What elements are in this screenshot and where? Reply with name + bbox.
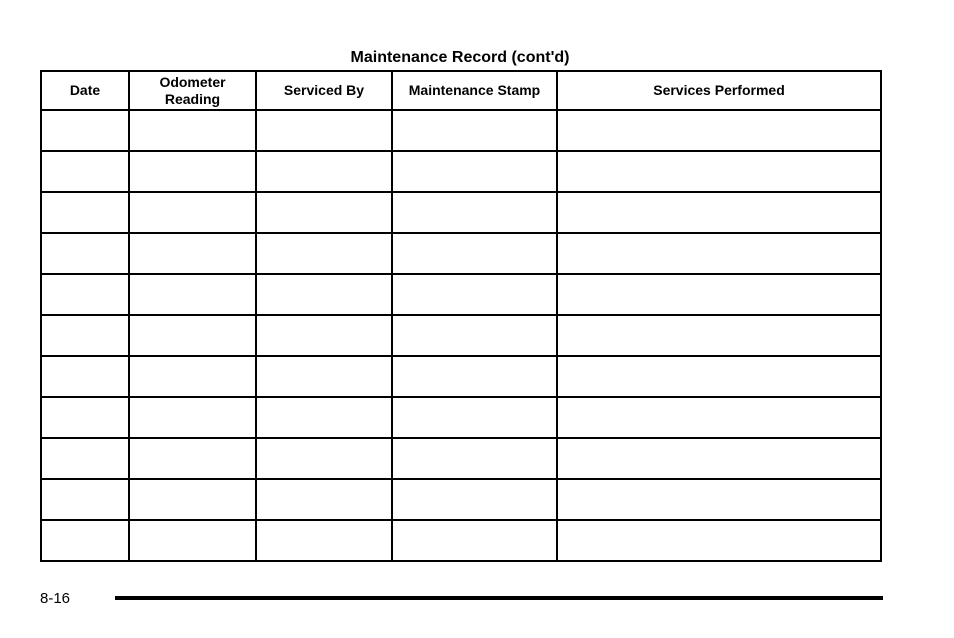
- odometer-reading-cell: [129, 151, 256, 192]
- services-performed-cell: [557, 151, 881, 192]
- odometer-reading-cell: [129, 192, 256, 233]
- date-cell: [41, 233, 129, 274]
- services-performed-cell: [557, 192, 881, 233]
- table-row: [41, 274, 881, 315]
- serviced-by-cell: [256, 192, 392, 233]
- maintenance-stamp-cell: [392, 397, 557, 438]
- odometer-reading-cell: [129, 397, 256, 438]
- date-cell: [41, 110, 129, 151]
- date-cell: [41, 397, 129, 438]
- column-header-maintenance-stamp: Maintenance Stamp: [392, 71, 557, 110]
- odometer-reading-cell: [129, 479, 256, 520]
- services-performed-cell: [557, 479, 881, 520]
- maintenance-stamp-cell: [392, 274, 557, 315]
- maintenance-stamp-cell: [392, 479, 557, 520]
- column-header-serviced-by: Serviced By: [256, 71, 392, 110]
- footer-rule: [115, 596, 883, 600]
- table-row: [41, 438, 881, 479]
- maintenance-stamp-cell: [392, 356, 557, 397]
- odometer-reading-cell: [129, 233, 256, 274]
- serviced-by-cell: [256, 397, 392, 438]
- page-title: Maintenance Record (cont'd): [350, 49, 570, 66]
- maintenance-stamp-cell: [392, 315, 557, 356]
- column-header-odometer-reading: Odometer Reading: [129, 71, 256, 110]
- services-performed-cell: [557, 315, 881, 356]
- odometer-reading-cell: [129, 438, 256, 479]
- odometer-reading-cell: [129, 315, 256, 356]
- date-cell: [41, 356, 129, 397]
- table-row: [41, 397, 881, 438]
- odometer-reading-cell: [129, 274, 256, 315]
- maintenance-stamp-cell: [392, 192, 557, 233]
- date-cell: [41, 520, 129, 561]
- serviced-by-cell: [256, 233, 392, 274]
- table-row: [41, 192, 881, 233]
- date-cell: [41, 438, 129, 479]
- services-performed-cell: [557, 356, 881, 397]
- table-row: [41, 520, 881, 561]
- table-row: [41, 356, 881, 397]
- table-header-row: [41, 71, 881, 110]
- serviced-by-cell: [256, 151, 392, 192]
- table-row: [41, 479, 881, 520]
- services-performed-cell: [557, 110, 881, 151]
- services-performed-cell: [557, 397, 881, 438]
- date-cell: [41, 479, 129, 520]
- serviced-by-cell: [256, 520, 392, 561]
- date-cell: [41, 274, 129, 315]
- serviced-by-cell: [256, 315, 392, 356]
- maintenance-stamp-cell: [392, 151, 557, 192]
- odometer-reading-cell: [129, 110, 256, 151]
- table-row: [41, 315, 881, 356]
- serviced-by-cell: [256, 356, 392, 397]
- serviced-by-cell: [256, 479, 392, 520]
- serviced-by-cell: [256, 110, 392, 151]
- odometer-reading-cell: [129, 356, 256, 397]
- services-performed-cell: [557, 520, 881, 561]
- column-header-date: Date: [41, 71, 129, 110]
- date-cell: [41, 192, 129, 233]
- serviced-by-cell: [256, 438, 392, 479]
- column-header-services-performed: Services Performed: [557, 71, 881, 110]
- maintenance-stamp-cell: [392, 520, 557, 561]
- date-cell: [41, 151, 129, 192]
- odometer-reading-cell: [129, 520, 256, 561]
- maintenance-record-table: [40, 70, 882, 562]
- maintenance-stamp-cell: [392, 110, 557, 151]
- services-performed-cell: [557, 438, 881, 479]
- table-row: [41, 233, 881, 274]
- table-row: [41, 110, 881, 151]
- page-number: 8-16: [40, 590, 71, 607]
- maintenance-stamp-cell: [392, 233, 557, 274]
- serviced-by-cell: [256, 274, 392, 315]
- date-cell: [41, 315, 129, 356]
- services-performed-cell: [557, 274, 881, 315]
- maintenance-stamp-cell: [392, 438, 557, 479]
- services-performed-cell: [557, 233, 881, 274]
- table-row: [41, 151, 881, 192]
- table-body: [41, 110, 881, 561]
